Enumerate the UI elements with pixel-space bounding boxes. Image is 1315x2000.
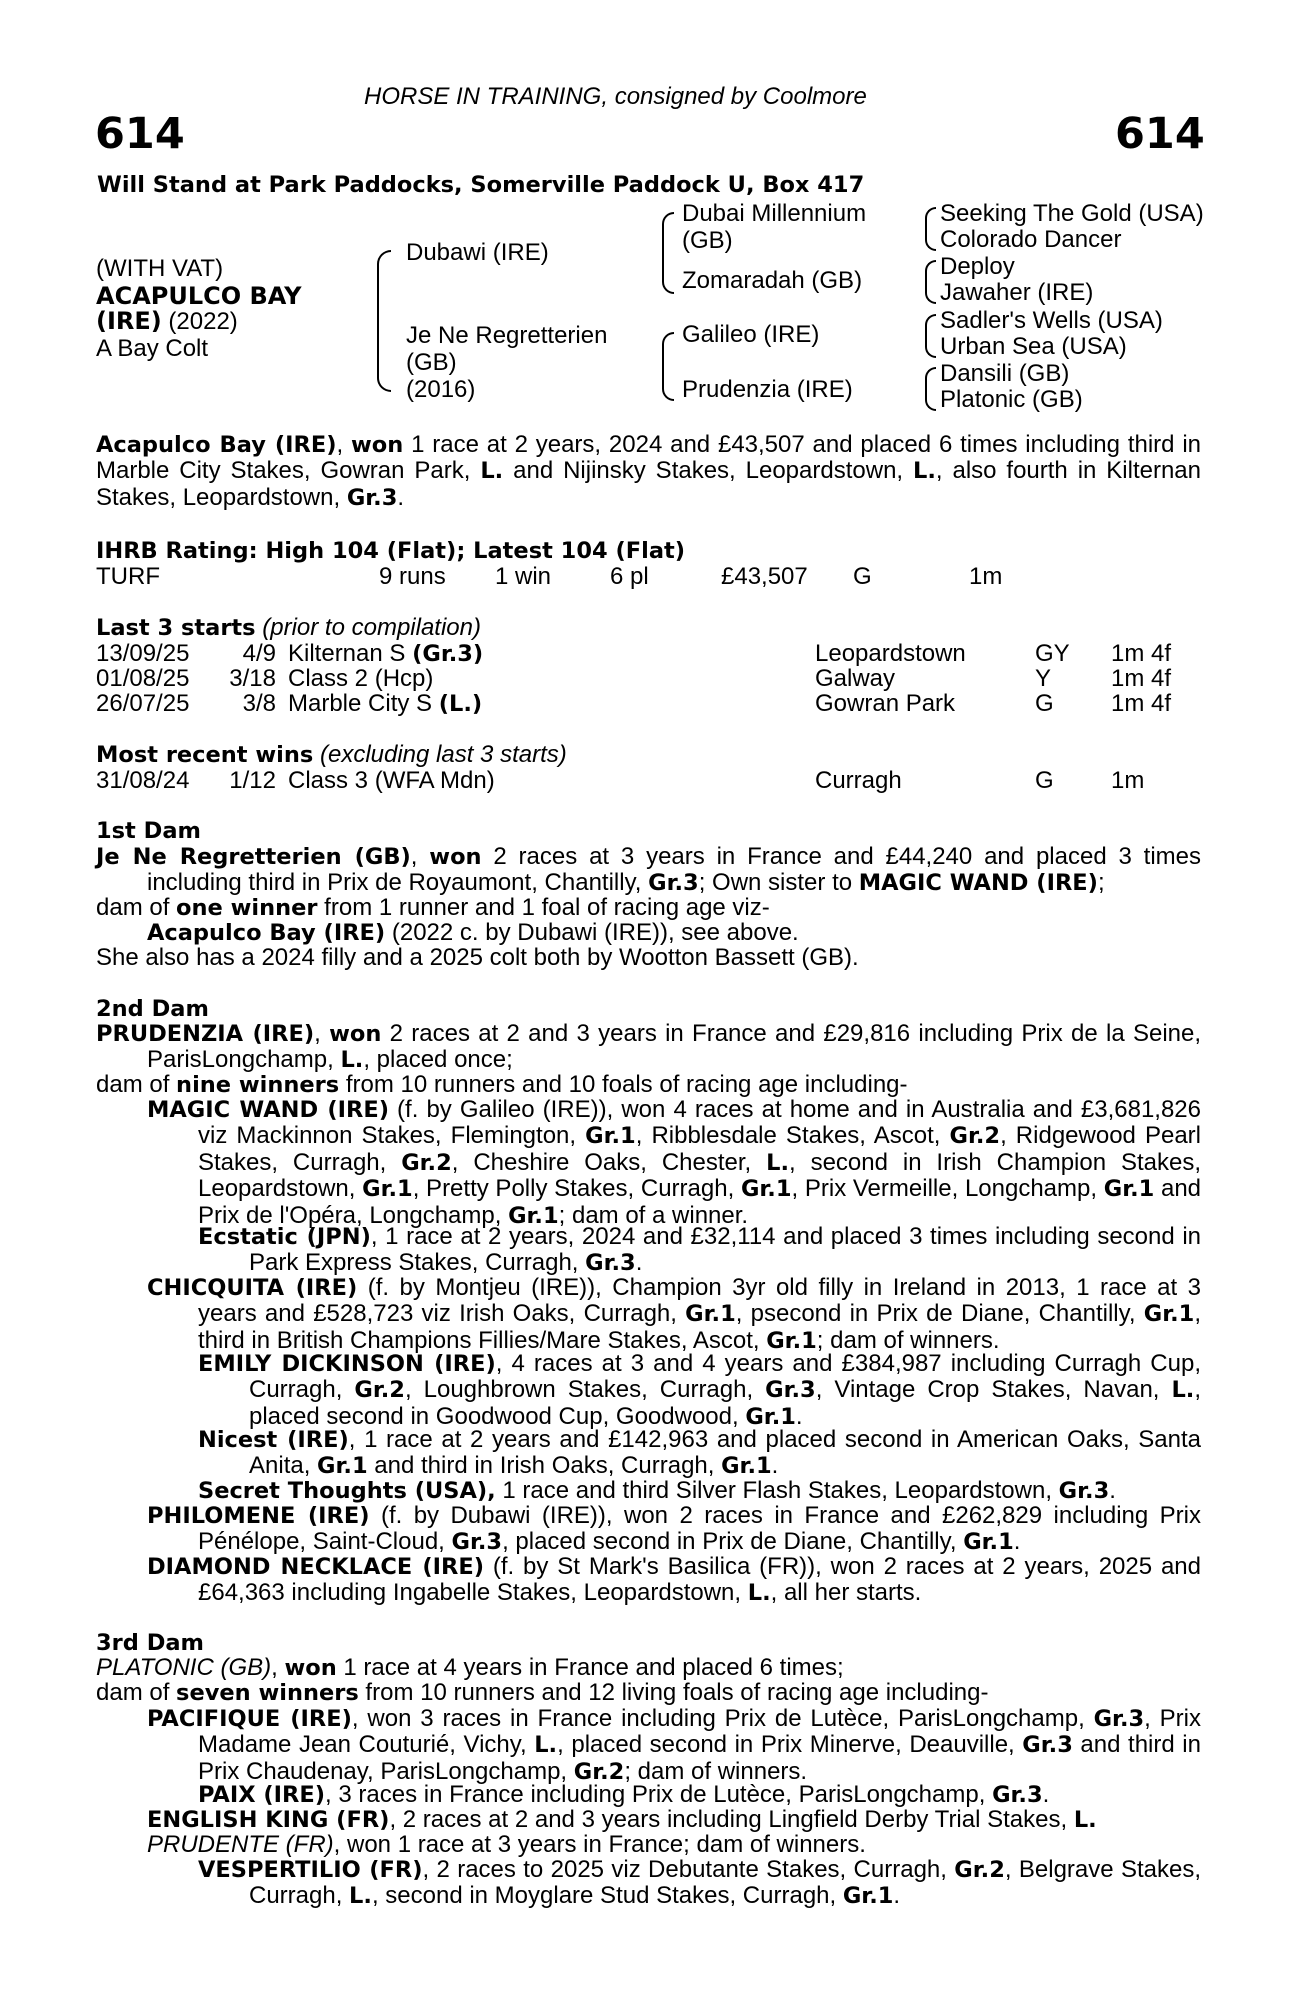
pedigree-dss: Sadler's Wells (USA) — [940, 307, 1163, 334]
progeny-chicquita: CHICQUITA (IRE) (f. by Montjeu (IRE)), Champion 3yr old filly in Ireland in 2013, 1 race at 3 years and £528,723 viz Irish Oaks, Curragh, Gr.1, psecond in Prix de Diane, Chantilly, Gr.1, third in British Champions Fillies/Mare Stakes, Ascot, Gr.1; dam of winners. — [147, 1274, 1201, 1354]
pedigree-ddd: Platonic (GB) — [940, 386, 1083, 413]
horse-name: ACAPULCO BAY — [96, 282, 302, 310]
horse-origin-year: (IRE) (2022) — [96, 307, 238, 335]
pedigree-dam-sire: Galileo (IRE) — [682, 321, 820, 348]
pedigree-sdd: Jawaher (IRE) — [940, 279, 1094, 306]
progeny-secret-thoughts: Secret Thoughts (USA), 1 race and third Silver Flash Stakes, Leopardstown, Gr.3. — [198, 1477, 1116, 1504]
progeny-pacifique: PACIFIQUE (IRE), won 3 races in France including Prix de Lutèce, ParisLongchamp, Gr.3, Prix Madame Jean Couturié, Vichy, L., placed second in Prix Minerve, Deauville, Gr.3 and third in Prix Chaudenay, ParisLongchamp, Gr.2; dam of winners. — [147, 1705, 1202, 1785]
dam2-record: PRUDENZIA (IRE), won 2 races at 2 and 3 years in France and £29,816 including Prix de la Seine, ParisLongchamp, L., placed once; — [96, 1020, 1202, 1074]
sire-dam-brace — [377, 250, 391, 392]
dam-parents-brace — [662, 332, 674, 401]
last3-going: Y — [1035, 665, 1052, 692]
progeny-english-king: ENGLISH KING (FR), 2 races at 2 and 3 years including Lingfield Derby Trial Stakes, L. — [147, 1806, 1097, 1833]
last3-race — [288, 641, 483, 667]
sire-parents-brace — [662, 212, 674, 294]
vat-note: (WITH VAT) — [96, 255, 224, 282]
last3-date: 01/08/25 — [96, 665, 190, 692]
sd-brace — [925, 260, 936, 304]
stand-location: Will Stand at Park Paddocks, Somerville Paddock U, Box 417 — [97, 172, 865, 198]
pedigree-sire: Dubawi (IRE) — [406, 239, 549, 266]
recent-pos: 1/12 — [229, 767, 276, 794]
dam1-heading: 1st Dam — [96, 818, 201, 844]
dam3-record: PLATONIC (GB), won 1 race at 4 years in France and placed 6 times; — [96, 1654, 844, 1681]
last3-race — [288, 691, 482, 717]
last3-date: 26/07/25 — [96, 690, 190, 717]
pedigree-sds: Deploy — [940, 253, 1015, 280]
last3-dist: 1m 4f — [1111, 690, 1172, 717]
catalogue-page: HORSE IN TRAINING, consigned by Coolmore 614 614 Will Stand at Park Paddocks, Somerville Paddock U, Box 417 (WITH VAT) ACAPULCO BAY (IRE) (2022) A Bay Colt Dubawi (IRE) Je Ne Regretterien (GB) (2016) Dubai Millennium (GB) Zomaradah (GB) Galileo (IRE) Prudenzia (IRE) Seeking The Gold (USA) Colorado Dancer Deploy Jawaher (IRE) Sadler's Wells (USA) Urban Sea (USA) Dansili (GB) Platonic (GB) Acapulco Bay (IRE), won 1 race at 2 years, 2024 and £43,507 and placed 6 times including third in Marble City Stakes, Gowran Park, L. and Nijinsky Stakes, Leopardstown, L., also fourth in Kilternan Stakes, Leopardstown, Gr.3. IHRB Rating: High 104 (Flat); Latest 104 (Flat) TURF 9 runs 1 win 6 pl £43,507 G 1m Last 3 starts (prior to compilation) 13/09/25 4/9 Kilternan S (Gr.3) Leopardstown GY 1m 4f 01/08/25 3/18 Class 2 (Hcp) Galway Y 1m 4f 26/07/25 3/8 Marble City S (L.) Gowran Park G 1m 4f Most recent wins (excluding last 3 starts) 31/08/24 1/12 Class 3 (WFA Mdn) Curragh G 1m 1st Dam Je Ne Regretterien (GB), won 2 races at 3 years in France and £44,240 and placed 3 times including third in Prix de Royaumont, Chantilly, Gr.3; Own sister to MAGIC WAND (IRE); dam of one winner from 1 runner and 1 foal of racing age viz- Acapulco Bay (IRE) (2022 c. by Dubawi (IRE)), see above. She also has a 2024 filly and a 2025 colt both by Wootton Bassett (GB). 2nd Dam PRUDENZIA (IRE), won 2 races at 2 and 3 years in France and £29,816 including Prix de la Seine, ParisLongchamp, L., placed once; dam of nine winners from 10 runners and 10 foals of racing age including- MAGIC WAND (IRE) (f. by Galileo (IRE)), won 4 races at home and in Australia and £3,681,826 viz Mackinnon Stakes, Flemington, Gr.1, Ribblesdale Stakes, Ascot, Gr.2, Ridgewood Pearl Stakes, Curragh, Gr.2, Cheshire Oaks, Chester, L., second in Irish Champion Stakes, Leopardstown, Gr.1, Pretty Polly Stakes, Curragh, Gr.1, Prix Vermeille, Longchamp, Gr.1 and Prix de l'Opéra, Longchamp, Gr.1; dam of a winner. Ecstatic (JPN), 1 race at 2 years, 2024 and £32,114 and placed 3 times including second in Park Express Stakes, Curragh, Gr.3. CHICQUITA (IRE) (f. by Montjeu (IRE)), Champion 3yr old filly in Ireland in 2013, 1 race at 3 years and £528,723 viz Irish Oaks, Curragh, Gr.1, psecond in Prix de Diane, Chantilly, Gr.1, third in British Champions Fillies/Mare Stakes, Ascot, Gr.1; dam of winners. EMILY DICKINSON (IRE), 4 races at 3 and 4 years and £384,987 including Curragh Cup, Curragh, Gr.2, Loughbrown Stakes, Curragh, Gr.3, Vintage Crop Stakes, Navan, L., placed second in Goodwood Cup, Goodwood, Gr.1. Nicest (IRE), 1 race at 2 years and £142,963 and placed second in American Oaks, Santa Anita, Gr.1 and third in Irish Oaks, Curragh, Gr.1. Secret Thoughts (USA), 1 race and third Silver Flash Stakes, Leopardstown, Gr.3. PHILOMENE (IRE) (f. by Dubawi (IRE)), won 2 races in France and £262,829 including Prix Pénélope, Saint-Cloud, Gr.3, placed second in Prix de Diane, Chantilly, Gr.1. DIAMOND NECKLACE (IRE) (f. by St Mark's Basilica (FR)), won 2 races at 2 years, 2025 and £64,363 including Ingabelle Stakes, Leopardstown, L., all her starts. 3rd Dam PLATONIC (GB), won 1 race at 4 years in France and placed 6 times; dam of seven winners from 10 runners and 12 living foals of racing age including- PACIFIQUE (IRE), won 3 races in France including Prix de Lutèce, ParisLongchamp, Gr.3, Prix Madame Jean Couturié, Vichy, L., placed second in Prix Minerve, Deauville, Gr.3 and third in Prix Chaudenay, ParisLongchamp, Gr.2; dam of winners. PAIX (IRE), 3 races in France including Prix de Lutèce, ParisLongchamp, Gr.3. ENGLISH KING (FR), 2 races at 2 and 3 years including Lingfield Derby Trial Stakes, L. PRUDENTE (FR), won 1 race at 3 years in France; dam of winners. VESPERTILIO (FR), 2 races to 2025 viz Debutante Stakes, Curragh, Gr.2, Belgrave Stakes, Curragh, L., second in Moyglare Stud Stakes, Curragh, Gr.1. — [95, 83, 1205, 1910]
pedigree-sire-sire-1: Dubai Millennium — [682, 200, 867, 227]
last3-course: Galway — [815, 665, 896, 692]
last3-race: Class 2 (Hcp) — [288, 665, 434, 692]
last3-race-grade: (Gr.3) — [412, 641, 484, 667]
last3-date: 13/09/25 — [96, 640, 190, 667]
dd-brace — [925, 367, 936, 411]
dam2-dam-of: dam of nine winners from 10 runners and 10 foals of racing age including- — [96, 1071, 908, 1098]
last3-course: Leopardstown — [815, 640, 966, 667]
race-summary: Acapulco Bay (IRE), won 1 race at 2 years, 2024 and £43,507 and placed 6 times including third in Marble City Stakes, Gowran Park, L. and Nijinsky Stakes, Leopardstown, L., also fourth in Kilternan Stakes, Leopardstown, Gr.3. — [96, 431, 1202, 511]
recent-going: G — [1035, 767, 1054, 794]
dam1-also: She also has a 2024 filly and a 2025 colt both by Wootton Bassett (GB). — [96, 944, 859, 971]
dam3-dam-of: dam of seven winners from 10 runners and 12 living foals of racing age including- — [96, 1679, 989, 1706]
consignment-line: HORSE IN TRAINING, consigned by Coolmore — [364, 83, 867, 110]
progeny-prudente: PRUDENTE (FR), won 1 race at 3 years in France; dam of winners. — [147, 1831, 866, 1858]
pedigree-sire-sire-2: (GB) — [682, 227, 733, 254]
progeny-magic-wand: MAGIC WAND (IRE) (f. by Galileo (IRE)), won 4 races at home and in Australia and £3,681,826 viz Mackinnon Stakes, Flemington, Gr.1, Ribblesdale Stakes, Ascot, Gr.2, Ridgewood Pearl Stakes, Curragh, Gr.2, Cheshire Oaks, Chester, L., second in Irish Champion Stakes, Leopardstown, Gr.1, Pretty Polly Stakes, Curragh, Gr.1, Prix Vermeille, Longchamp, Gr.1 and Prix de l'Opéra, Longchamp, Gr.1; dam of a winner. — [147, 1096, 1202, 1229]
dam1-record: Je Ne Regretterien (GB), won 2 races at 3 years in France and £44,240 and placed 3 times including third in Prix de Royaumont, Chantilly, Gr.3; Own sister to MAGIC WAND (IRE); — [96, 843, 1202, 897]
pedigree-dam-dam: Prudenzia (IRE) — [682, 376, 853, 403]
pedigree-sire-dam: Zomaradah (GB) — [682, 267, 863, 294]
recent-date: 31/08/24 — [96, 767, 190, 794]
dam1-foal: Acapulco Bay (IRE) (2022 c. by Dubawi (IRE)), see above. — [147, 919, 799, 946]
last3-going: G — [1035, 690, 1054, 717]
pedigree-dam-line3: (2016) — [406, 376, 476, 403]
progeny-diamond-necklace: DIAMOND NECKLACE (IRE) (f. by St Mark's Basilica (FR)), won 2 races at 2 years, 2025 and £64,363 including Ingabelle Stakes, Leopardstown, L., all her starts. — [147, 1553, 1201, 1607]
progeny-vespertilio: VESPERTILIO (FR), 2 races to 2025 viz Debutante Stakes, Curragh, Gr.2, Belgrave Stakes, Curragh, L., second in Moyglare Stud Stakes, Curragh, Gr.1. — [198, 1856, 1201, 1910]
pedigree-sss: Seeking The Gold (USA) — [940, 200, 1204, 227]
dam3-heading: 3rd Dam — [96, 1630, 204, 1656]
progeny-ecstatic: Ecstatic (JPN), 1 race at 2 years, 2024 and £32,114 and placed 3 times including second in Park Express Stakes, Curragh, Gr.3. — [198, 1223, 1201, 1277]
last3-going: GY — [1035, 640, 1070, 667]
last3-race-grade: (L.) — [438, 691, 483, 717]
last3-pos: 3/18 — [229, 665, 276, 692]
pedigree-dds: Dansili (GB) — [940, 360, 1070, 387]
pedigree-dam-line1: Je Ne Regretterien — [406, 322, 608, 349]
progeny-emily-dickinson: EMILY DICKINSON (IRE), 4 races at 3 and 4 years and £384,987 including Curragh Cup, Curragh, Gr.2, Loughbrown Stakes, Curragh, Gr.3, Vintage Crop Stakes, Navan, L., placed second in Goodwood Cup, Goodwood, Gr.1. — [198, 1350, 1202, 1430]
last3-heading: Last 3 starts (prior to compilation) — [96, 614, 481, 641]
ss-brace — [925, 207, 936, 251]
last3-pos: 3/8 — [242, 690, 276, 717]
recent-race: Class 3 (WFA Mdn) — [288, 767, 495, 794]
last3-race-name: Kilternan S — [288, 640, 413, 667]
pedigree-dam-line2: (GB) — [406, 349, 457, 376]
dam1-dam-of: dam of one winner from 1 runner and 1 foal of racing age viz- — [96, 894, 770, 921]
recent-dist: 1m — [1111, 767, 1145, 794]
lot-number-left: 614 — [95, 109, 185, 159]
last3-dist: 1m 4f — [1111, 640, 1172, 667]
lot-number-right: 614 — [1115, 109, 1205, 159]
progeny-philomene: PHILOMENE (IRE) (f. by Dubawi (IRE)), won 2 races in France and £262,829 including Prix Pénélope, Saint-Cloud, Gr.3, placed second in Prix de Diane, Chantilly, Gr.1. — [147, 1502, 1201, 1556]
dam2-heading: 2nd Dam — [96, 996, 209, 1022]
recent-course: Curragh — [815, 767, 902, 794]
rating-heading: IHRB Rating: High 104 (Flat); Latest 104 (Flat) — [96, 538, 686, 564]
last3-race-name: Marble City S — [288, 690, 439, 717]
recent-heading: Most recent wins (excluding last 3 starts) — [96, 741, 567, 768]
progeny-paix: PAIX (IRE), 3 races in France including Prix de Lutèce, ParisLongchamp, Gr.3. — [198, 1781, 1050, 1808]
last3-course: Gowran Park — [815, 690, 956, 717]
last3-dist: 1m 4f — [1111, 665, 1172, 692]
pedigree-dsd: Urban Sea (USA) — [940, 333, 1127, 360]
pedigree-ssd: Colorado Dancer — [940, 226, 1122, 253]
ds-brace — [925, 314, 936, 358]
progeny-nicest: Nicest (IRE), 1 race at 2 years and £142,963 and placed second in American Oaks, Santa Anita, Gr.1 and third in Irish Oaks, Curragh, Gr.1. — [198, 1426, 1202, 1480]
last3-pos: 4/9 — [242, 640, 276, 667]
horse-description: A Bay Colt — [96, 335, 209, 362]
